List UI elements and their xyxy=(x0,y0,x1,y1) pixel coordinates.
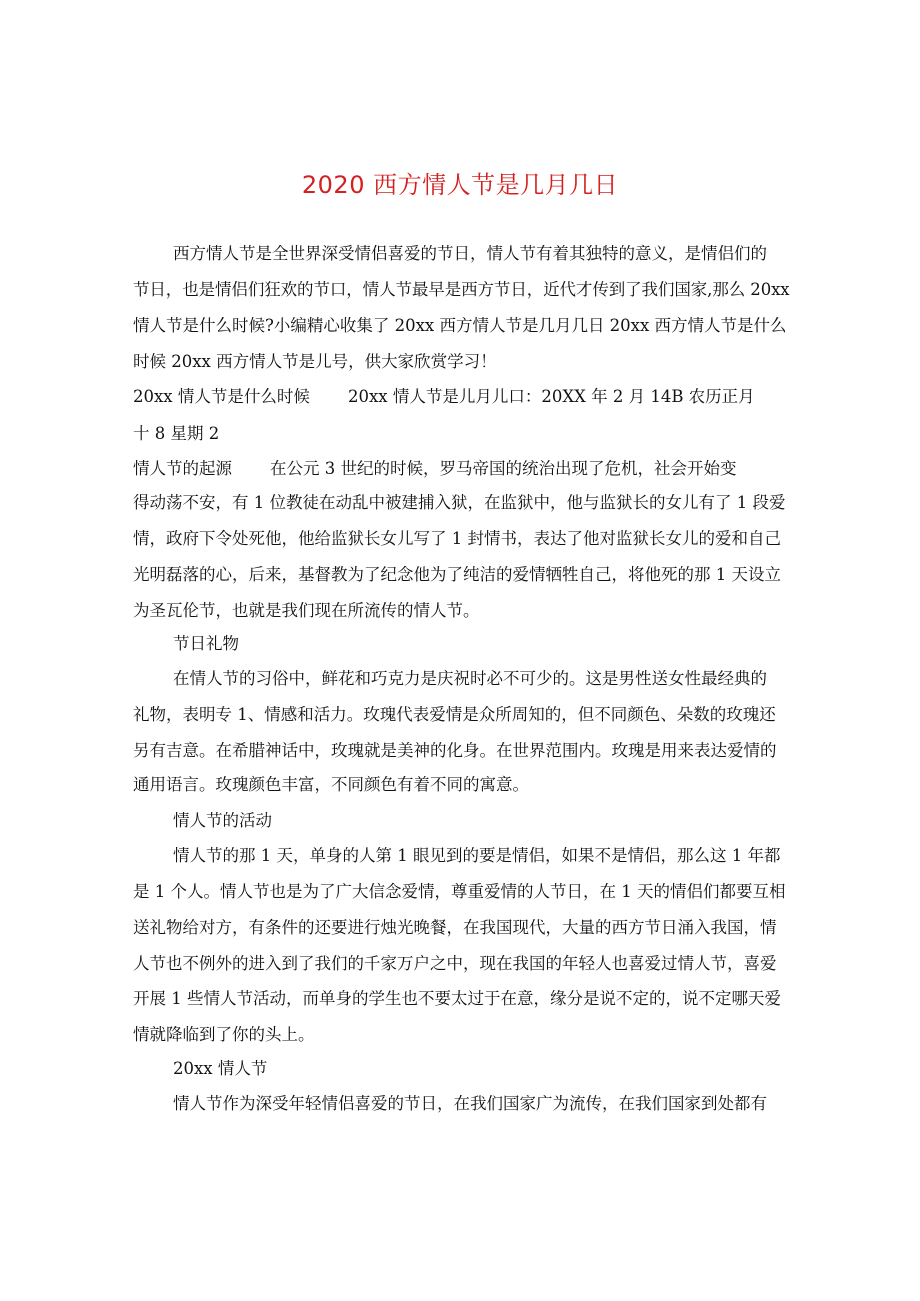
activity-line-3: 送礼物给对方，有条件的还要进行烛光晚餐，在我国现代，大量的西方节日涌入我国，情 xyxy=(133,918,777,937)
origin-line-5: 为圣瓦伦节，也就是我们现在所流传的情人节。 xyxy=(133,601,480,620)
gift-line-1: 在情人节的习俗中，鲜花和巧克力是庆祝时必不可少的。这是男性送女性最经典的 xyxy=(173,669,767,688)
activity-line-2: 是 1 个人。情人节也是为了广大信念爱情，尊重爱情的人节日，在 1 天的情侣们都要互相 xyxy=(133,882,786,901)
activity-line-5: 开展 1 些情人节活动，而单身的学生也不要太过于在意，缘分是说不定的，说不定哪天爱 xyxy=(133,989,781,1008)
intro-line-1: 西方情人节是全世界深受情侣喜爱的节日，情人节有着其独特的意义，是情侣们的 xyxy=(173,244,767,263)
activity-line-4: 人节也不例外的进入到了我们的千家万户之中，现在我国的年轻人也喜爱过情人节，喜爱 xyxy=(133,954,777,973)
when-label: 20xx 情人节是什么时候 xyxy=(133,387,310,406)
origin-line-4: 光明磊落的心，后来，基督教为了纪念他为了纯洁的爱情牺牲自己，将他死的那 1 天设立 xyxy=(133,565,781,584)
intro-line-3: 情人节是什么时候?小编精心收集了 20xx 西方情人节是几月几日 20xx 西方情人节是什么 xyxy=(133,316,787,335)
gift-line-2: 礼物，表明专 1、情感和活力。玫瑰代表爱情是众所周知的，但不同颜色、朵数的玫瑰还 xyxy=(133,705,776,724)
origin-first-line: 在公元 3 世纪的时候，罗马帝国的统治出现了危机，社会开始变 xyxy=(270,459,737,478)
origin-line-3: 情，政府下令处死他，他给监狱长女儿写了 1 封情书，表达了他对监狱长女儿的爱和自己 xyxy=(133,529,781,548)
activity-heading: 情人节的活动 xyxy=(173,811,272,830)
intro-line-2: 节日，也是情侣们狂欢的节口，情人节最早是西方节日，近代才传到了我们国家,那么 20xx xyxy=(133,280,790,299)
origin-line-2: 得动荡不安，有 1 位教徒在动乱中被建捕入狱，在监狱中，他与监狱长的女儿有了 1 段爱 xyxy=(133,493,786,512)
gift-line-4: 通用语言。玫瑰颜色丰富，不同颜色有着不同的寓意。 xyxy=(133,775,529,794)
intro-line-4: 时候 20xx 西方情人节是儿号，供大家欣赏学习！ xyxy=(133,352,497,371)
gift-line-3: 另有吉意。在希腊神话中，玫瑰就是美神的化身。在世界范围内。玫瑰是用来表达爱情的 xyxy=(133,741,777,760)
when-text-cont: 十 8 星期 2 xyxy=(133,424,220,443)
gift-heading: 节日礼物 xyxy=(173,634,239,653)
holiday-line-1: 情人节作为深受年轻情侣喜爱的节日，在我们国家广为流传，在我们国家到处都有 xyxy=(173,1094,767,1113)
holiday-heading: 20xx 情人节 xyxy=(173,1059,268,1078)
origin-label: 情人节的起源 xyxy=(133,459,232,478)
activity-line-6: 情就降临到了你的头上。 xyxy=(133,1025,315,1044)
activity-line-1: 情人节的那 1 天，单身的人第 1 眼见到的要是情侣，如果不是情侣，那么这 1 年都 xyxy=(173,846,781,865)
when-text: 20xx 情人节是儿月儿口：20XX 年 2 月 14B 农历正月 xyxy=(348,387,755,406)
page-title: 2020 西方情人节是几月几日 xyxy=(301,171,619,199)
